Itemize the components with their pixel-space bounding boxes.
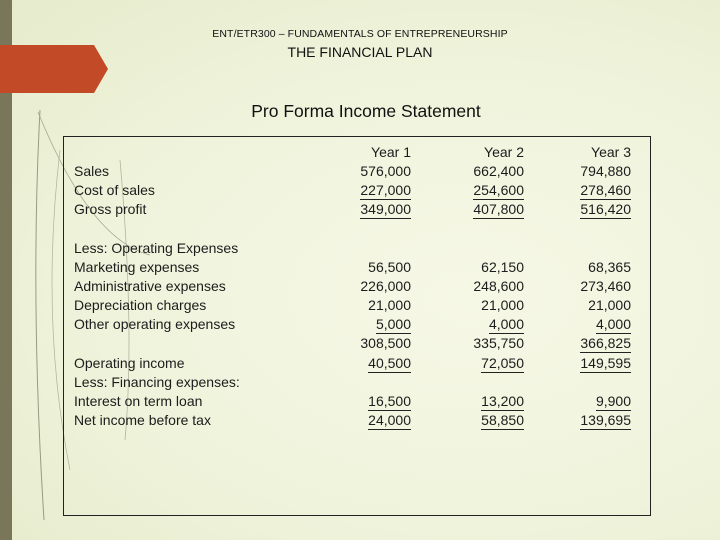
table-cell: 40,500 <box>368 355 411 371</box>
table-cell: 4,000 <box>488 316 524 332</box>
column-header: Year 3 <box>591 144 631 160</box>
table-cell: 72,050 <box>481 355 524 371</box>
subtotal-cell: 366,825 <box>580 335 631 351</box>
subtotal-cell: 308,500 <box>360 335 411 351</box>
section-label: Less: Operating Expenses <box>74 240 239 256</box>
table-cell: 21,000 <box>368 297 411 313</box>
section-label: Less: Financing expenses: <box>74 374 240 390</box>
table-cell: 58,850 <box>481 412 524 428</box>
column-header: Year 2 <box>484 144 524 160</box>
subtotal-cell: 335,750 <box>473 335 524 351</box>
table-cell: 576,000 <box>360 163 411 179</box>
table-cell: 24,000 <box>368 412 411 428</box>
table-cell: 139,695 <box>580 412 631 428</box>
table-cell: 226,000 <box>360 278 411 294</box>
table-cell: 62,150 <box>481 259 524 275</box>
row-label: Depreciation charges <box>74 297 207 313</box>
table-cell: 21,000 <box>588 297 631 313</box>
table-cell: 5,000 <box>375 316 411 332</box>
table-cell: 9,900 <box>595 393 631 409</box>
row-label: Marketing expenses <box>74 259 200 275</box>
row-label: Gross profit <box>74 201 147 217</box>
row-label: Net income before tax <box>74 412 211 428</box>
table-cell: 273,460 <box>580 278 631 294</box>
table-cell: 21,000 <box>481 297 524 313</box>
table-cell: 68,365 <box>588 259 631 275</box>
table-cell: 254,600 <box>473 182 524 198</box>
row-label: Interest on term loan <box>74 393 203 409</box>
table-cell: 662,400 <box>473 163 524 179</box>
course-header: ENT/ETR300 – FUNDAMENTALS OF ENTREPRENEURSHIP <box>212 28 508 40</box>
table-cell: 4,000 <box>595 316 631 332</box>
row-label: Sales <box>74 163 110 179</box>
table-cell: 278,460 <box>580 182 631 198</box>
table-cell: 56,500 <box>368 259 411 275</box>
table-cell: 349,000 <box>360 201 411 217</box>
row-label: Administrative expenses <box>74 278 226 294</box>
row-label: Other operating expenses <box>74 316 236 332</box>
table-cell: 794,880 <box>580 163 631 179</box>
table-cell: 149,595 <box>580 355 631 371</box>
column-header: Year 1 <box>371 144 411 160</box>
table-cell: 516,420 <box>580 201 631 217</box>
table-cell: 16,500 <box>368 393 411 409</box>
statement-title: Pro Forma Income Statement <box>251 101 481 121</box>
row-label: Cost of sales <box>74 182 155 198</box>
decorative-curve <box>36 110 44 520</box>
page-title: THE FINANCIAL PLAN <box>287 44 433 60</box>
table-cell: 13,200 <box>481 393 524 409</box>
table-cell: 248,600 <box>473 278 524 294</box>
table-cell: 227,000 <box>360 182 411 198</box>
row-label: Operating income <box>74 355 185 371</box>
table-cell: 407,800 <box>473 201 524 217</box>
